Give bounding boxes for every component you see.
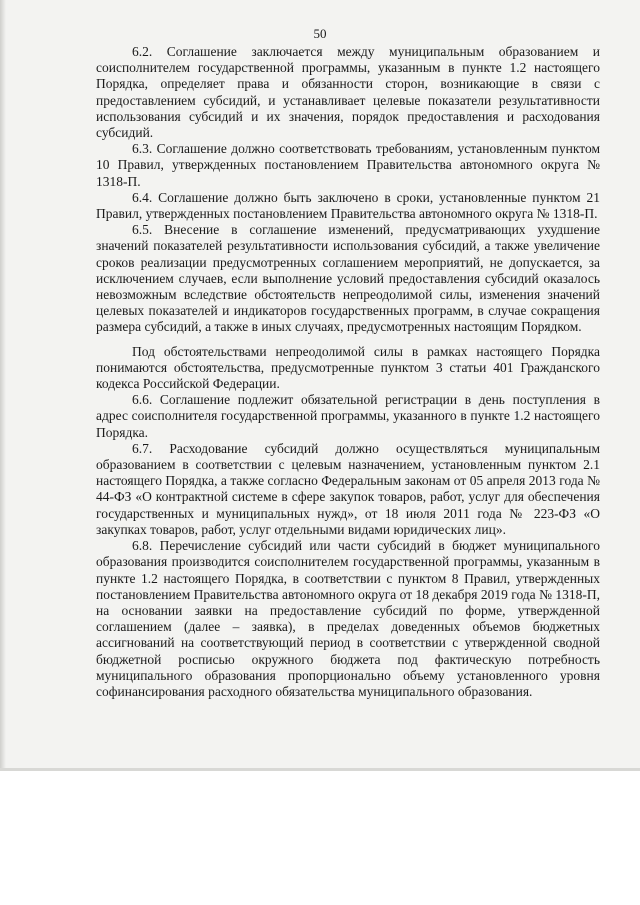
paragraph-force-majeure: Под обстоятельствами непреодолимой силы в рамках настоящего Порядка понимаются обстоятельства, предусмотренные пунктом 3 статьи 401 Гражданского кодекса Российской Федерации. [96,343,600,392]
document-body [96,44,600,700]
scan-shadow-edge [0,0,6,770]
paragraph-6-5: 6.5. Внесение в соглашение изменений, предусматривающих ухудшение значений показателей результативности использования субсидий, а также увеличение сроков реализации предусмотренных соглашением мероприятий, не допускается, за исключением случаев, если выполнение условий предоставления субсидий оказалось невозможным вследствие обстоятельств непреодолимой силы, изменения значений целевых показателей и индикаторов государственных программ, в случае сокращения размера субсидий, а также в иных случаях, предусмотренных настоящим Порядком. [96,222,600,335]
paragraph-6-8: 6.8. Перечисление субсидий или части субсидий в бюджет муниципального образования производится соисполнителем государственной программы, указанным в пункте 1.2 настоящего Порядка, в соответствии с пунктом 8 Правил, утвержденных постановлением Правительства автономного округа от 18 декабря 2019 года № 1318-П, на основании заявки на предоставление субсидий по форме, утвержденной соглашением (далее – заявка), в пределах доведенных объемов бюджетных ассигнований на соответствующий период в соответствии с утвержденной сводной бюджетной росписью окружного бюджета под фактическую потребность муниципального образования пропорционально объему установленного уровня софинансирования расходного обязательства муниципального образования. [96,538,600,699]
paragraph-6-6: 6.6. Соглашение подлежит обязательной регистрации в день поступления в адрес соисполнителя государственной программы, указанного в пункте 1.2 настоящего Порядка. [96,392,600,440]
paragraph-6-2: 6.2. Соглашение заключается между муниципальным образованием и соисполнителем государственной программы, указанным в пункте 1.2 настоящего Порядка, определяет права и обязанности сторон, возникающие в связи с предоставлением субсидий, и устанавливает целевые показатели результативности использования субсидий и их значения, порядок предоставления и расходования субсидий. [96,44,600,141]
paragraph-6-3: 6.3. Соглашение должно соответствовать требованиям, установленным пунктом 10 Правил, утвержденных постановлением Правительства автономного округа № 1318-П. [96,141,600,189]
paragraph-6-7: 6.7. Расходование субсидий должно осуществляться муниципальным образованием в соответствии с целевым назначением, установленным пунктом 2.1 настоящего Порядка, а также согласно Федеральным законам от 05 апреля 2013 года № 44-ФЗ «О контрактной системе в сфере закупок товаров, работ, услуг для обеспечения государственных и муниципальных нужд», от 18 июля 2011 года № 223-ФЗ «О закупках товаров, работ, услуг отдельными видами юридических лиц». [96,440,600,537]
paragraph-6-4: 6.4. Соглашение должно быть заключено в сроки, установленные пунктом 21 Правил, утвержденных постановлением Правительства автономного округа № 1318-П. [96,189,600,222]
scan-bottom-edge [0,768,640,771]
page-number: 50 [313,26,327,41]
